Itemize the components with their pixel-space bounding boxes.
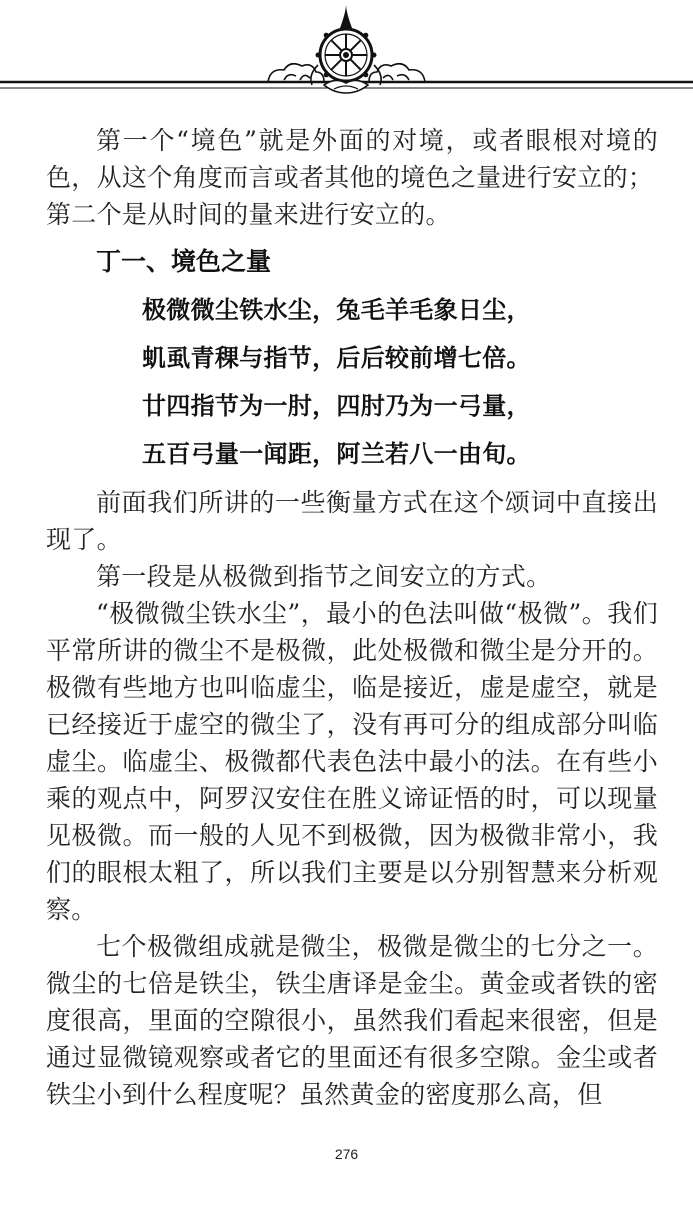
paragraph: 七个极微组成就是微尘，极微是微尘的七分之一。微尘的七倍是铁尘，铁尘唐译是金尘。黄金或者铁的密度很高，里面的空隙很小，虽然我们看起来很密，但是通过显微镜观察或者它的里面还有很多空隙。金尘或者铁尘小到什么程度呢？虽然黄金的密度那么高，但 xyxy=(46,932,658,1109)
paragraph: 前面我们所讲的一些衡量方式在这个颂词中直接出现了。 xyxy=(46,488,658,554)
verse-line: 五百弓量一闻距，阿兰若八一由旬。 xyxy=(142,440,531,468)
verse-line: 极微微尘铁水尘，兔毛羊毛象日尘， xyxy=(142,296,531,324)
paragraph-intro-continued: 第二个是从时间的量来进行安立的。 xyxy=(46,200,451,229)
paragraph-intro: 第一个“境色”就是外面的对境，或者眼根对境的色，从这个角度而言或者其他的境色之量进行安立的； xyxy=(46,126,658,192)
dharma-wheel-icon xyxy=(311,4,381,93)
verse-line: 虮虱青稞与指节，后后较前增七倍。 xyxy=(142,344,531,372)
page-content xyxy=(46,122,658,1113)
verse-block xyxy=(46,286,658,478)
header-ornament xyxy=(0,0,693,110)
section-heading: 丁一、境色之量 xyxy=(96,247,272,276)
paragraph: “极微微尘铁水尘”，最小的色法叫做“极微”。我们平常所讲的微尘不是极微，此处极微和微尘是分开的。极微有些地方也叫临虚尘，临是接近，虚是虚空，就是已经接近于虚空的微尘了，没有再可分的组成部分叫临虚尘。临虚尘、极微都代表色法中最小的法。在有些小乘的观点中，阿罗汉安住在胜义谛证悟的时，可以现量见极微。而一般的人见不到极微，因为极微非常小，我们的眼根太粗了，所以我们主要是以分别智慧来分析观察。 xyxy=(46,599,658,924)
cloud-right-icon xyxy=(369,64,425,82)
paragraph: 第一段是从极微到指节之间安立的方式。 xyxy=(96,562,552,591)
page-number: 276 xyxy=(334,1146,359,1162)
verse-line: 廿四指节为一肘，四肘乃为一弓量， xyxy=(142,392,531,420)
